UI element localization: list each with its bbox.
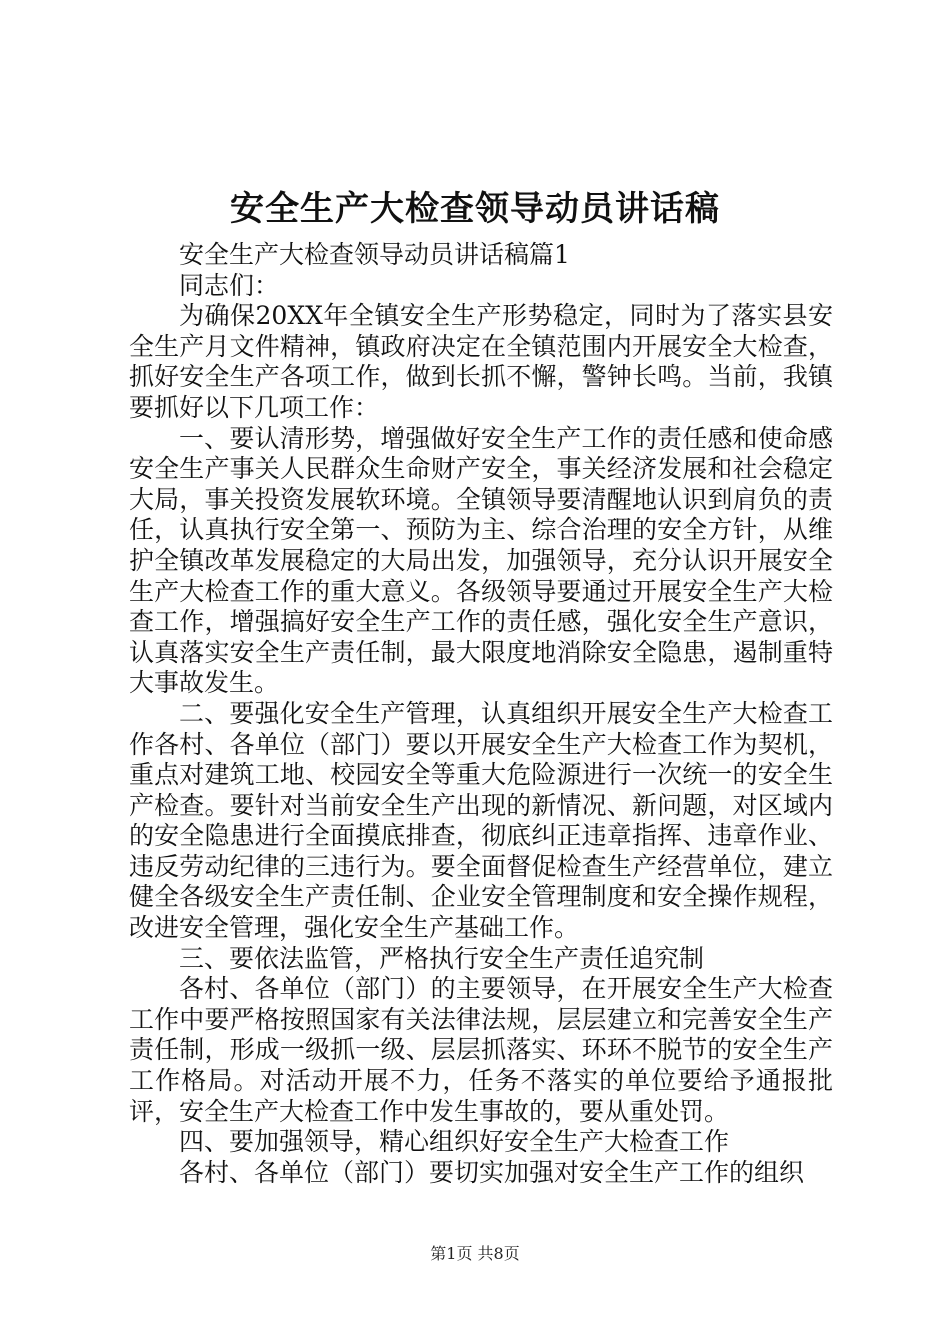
paragraph-section-3-body: 各村、各单位（部门）的主要领导，在开展安全生产大检查工作中要严格按照国家有关法律法规，层层建立和完善安全生产责任制，形成一级抓一级、层层抓落实、环环不脱节的安全生产工作格局。对活动开展不力，任务不落实的单位要给予通报批评，安全生产大检查工作中发生事故的，要从重处罚。 — [129, 974, 833, 1126]
page-number-footer: 第1页 共8页 — [430, 1244, 520, 1263]
paragraph-section-3-heading: 三、要依法监管，严格执行安全生产责任追究制 — [179, 943, 705, 973]
paragraph-intro: 为确保20XX年全镇安全生产形势稳定，同时为了落实县安全生产月文件精神，镇政府决定在全镇范围内开展安全大检查，抓好安全生产各项工作，做到长抓不懈，警钟长鸣。当前，我镇要抓好以下几项工作： — [129, 301, 833, 422]
document-title: 安全生产大检查领导动员讲话稿 — [230, 189, 720, 229]
paragraph-section-2: 二、要强化安全生产管理，认真组织开展安全生产大检查工作各村、各单位（部门）要以开展安全生产大检查工作为契机，重点对建筑工地、校园安全等重大危险源进行一次统一的安全生产检查。要针对当前安全生产出现的新情况、新问题，对区域内的安全隐患进行全面摸底排查，彻底纠正违章指挥、违章作业、违反劳动纪律的三违行为。要全面督促检查生产经营单位，建立健全各级安全生产责任制、企业安全管理制度和安全操作规程，改进安全管理，强化安全生产基础工作。 — [129, 698, 833, 943]
paragraph-subtitle: 安全生产大检查领导动员讲话稿篇1 — [179, 240, 570, 269]
paragraph-salutation: 同志们： — [179, 270, 280, 300]
paragraph-section-4-body: 各村、各单位（部门）要切实加强对安全生产工作的组织 — [179, 1157, 805, 1187]
document-body — [129, 240, 833, 1188]
paragraph-section-1: 一、要认清形势，增强做好安全生产工作的责任感和使命感安全生产事关人民群众生命财产安全，事关经济发展和社会稳定大局，事关投资发展软环境。全镇领导要清醒地认识到肩负的责任，认真执行安全第一、预防为主、综合治理的安全方针，从维护全镇改革发展稳定的大局出发，加强领导，充分认识开展安全生产大检查工作的重大意义。各级领导要通过开展安全生产大检查工作，增强搞好安全生产工作的责任感，强化安全生产意识，认真落实安全生产责任制，最大限度地消除安全隐患，遏制重特大事故发生。 — [129, 423, 833, 698]
paragraph-section-4-heading: 四、要加强领导，精心组织好安全生产大检查工作 — [179, 1127, 730, 1157]
